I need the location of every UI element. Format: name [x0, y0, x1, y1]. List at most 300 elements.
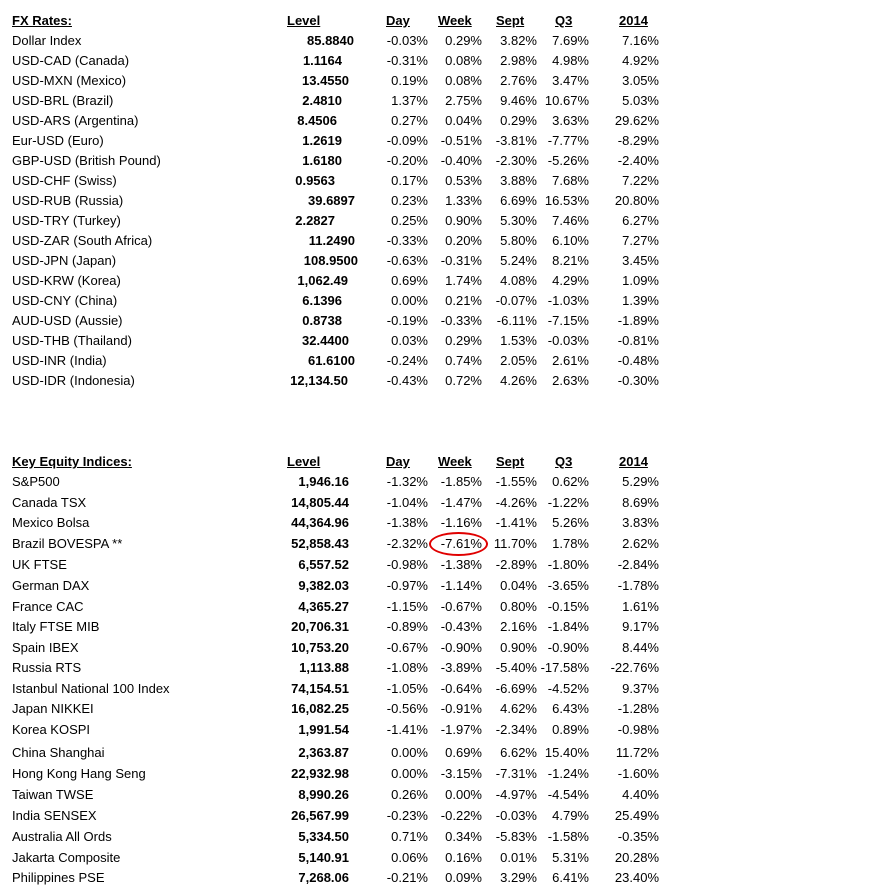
cell-week: -0.64%	[440, 681, 482, 696]
cell-y2014: -2.84%	[617, 557, 659, 572]
table-row	[0, 743, 879, 763]
cell-day: -0.98%	[386, 557, 428, 572]
cell-day: -1.08%	[386, 660, 428, 675]
cell-week: -3.89%	[440, 660, 482, 675]
cell-week: 0.09%	[445, 870, 482, 885]
cell-day: 0.26%	[391, 787, 428, 802]
header-day: Day	[386, 454, 410, 469]
table-row	[0, 699, 879, 719]
cell-q3: 0.62%	[552, 474, 589, 489]
cell-day: 0.17%	[391, 173, 428, 188]
cell-day: -2.32%	[386, 536, 428, 551]
cell-level: 44,364.96	[291, 515, 349, 530]
cell-name: AUD-USD (Aussie)	[12, 313, 123, 328]
cell-name: France CAC	[12, 599, 84, 614]
cell-q3: -17.58%	[540, 660, 589, 675]
cell-y2014: 2.62%	[622, 536, 659, 551]
cell-level: 85.8840	[307, 33, 354, 48]
table-row	[0, 720, 879, 740]
cell-level: 1,946.16	[298, 474, 349, 489]
table-header-row	[0, 11, 879, 31]
cell-day: -1.41%	[386, 722, 428, 737]
cell-week: -0.67%	[440, 599, 482, 614]
cell-name: Russia RTS	[12, 660, 82, 675]
cell-sept: -6.69%	[495, 681, 537, 696]
table-row	[0, 597, 879, 617]
cell-week: 0.74%	[445, 353, 482, 368]
cell-sept: -0.03%	[495, 808, 537, 823]
brazil-week-highlight-circle	[429, 532, 488, 556]
cell-name: Spain IBEX	[12, 640, 79, 655]
cell-level: 39.6897	[308, 193, 355, 208]
cell-day: -0.43%	[386, 373, 428, 388]
cell-q3: 6.10%	[552, 233, 589, 248]
cell-name: USD-RUB (Russia)	[12, 193, 124, 208]
cell-q3: 7.46%	[552, 213, 589, 228]
cell-level: 1,062.49	[297, 273, 348, 288]
cell-day: -1.04%	[386, 495, 428, 510]
cell-y2014: 4.40%	[622, 787, 659, 802]
cell-level: 5,140.91	[298, 850, 349, 865]
cell-y2014: 8.69%	[622, 495, 659, 510]
cell-day: -0.24%	[386, 353, 428, 368]
table-row	[0, 251, 879, 271]
cell-week: -0.22%	[440, 808, 482, 823]
cell-sept: 3.82%	[500, 33, 537, 48]
cell-y2014: 7.22%	[622, 173, 659, 188]
cell-level: 9,382.03	[298, 578, 349, 593]
cell-q3: 6.43%	[552, 701, 589, 716]
cell-sept: 4.62%	[500, 701, 537, 716]
cell-name: USD-CNY (China)	[12, 293, 118, 308]
cell-name: Japan NIKKEI	[12, 701, 94, 716]
cell-day: 0.71%	[391, 829, 428, 844]
cell-q3: 6.41%	[552, 870, 589, 885]
cell-sept: -2.34%	[495, 722, 537, 737]
cell-q3: -0.03%	[547, 333, 589, 348]
cell-day: -0.19%	[386, 313, 428, 328]
cell-y2014: 8.44%	[622, 640, 659, 655]
cell-name: Mexico Bolsa	[12, 515, 90, 530]
cell-y2014: -0.98%	[617, 722, 659, 737]
cell-name: USD-JPN (Japan)	[12, 253, 117, 268]
cell-week: -1.47%	[440, 495, 482, 510]
header-q3: Q3	[555, 13, 573, 28]
cell-q3: 7.69%	[552, 33, 589, 48]
cell-level: 6,557.52	[298, 557, 349, 572]
cell-sept: 2.76%	[500, 73, 537, 88]
cell-day: -1.05%	[386, 681, 428, 696]
cell-sept: 5.24%	[500, 253, 537, 268]
cell-level: 1,991.54	[298, 722, 349, 737]
cell-level: 32.4400	[302, 333, 349, 348]
cell-day: 0.00%	[391, 766, 428, 781]
cell-level: 12,134.50	[290, 373, 348, 388]
cell-sept: 1.53%	[500, 333, 537, 348]
table-row	[0, 171, 879, 191]
cell-y2014: 1.09%	[622, 273, 659, 288]
table-row	[0, 658, 879, 678]
table-row	[0, 827, 879, 847]
cell-name: China Shanghai	[12, 745, 105, 760]
cell-q3: -1.03%	[547, 293, 589, 308]
cell-day: 0.25%	[391, 213, 428, 228]
cell-sept: -5.40%	[495, 660, 537, 675]
cell-level: 13.4550	[302, 73, 349, 88]
cell-week: -0.43%	[440, 619, 482, 634]
cell-name: Jakarta Composite	[12, 850, 121, 865]
cell-y2014: 7.27%	[622, 233, 659, 248]
cell-sept: -4.97%	[495, 787, 537, 802]
cell-sept: 0.80%	[500, 599, 537, 614]
cell-name: Canada TSX	[12, 495, 87, 510]
cell-week: -7.61%	[440, 536, 482, 551]
cell-q3: 1.78%	[552, 536, 589, 551]
cell-name: Korea KOSPI	[12, 722, 91, 737]
table-row	[0, 764, 879, 784]
header-y2014: 2014	[619, 13, 648, 28]
cell-day: -0.56%	[386, 701, 428, 716]
cell-sept: 0.29%	[500, 113, 537, 128]
cell-sept: 3.29%	[500, 870, 537, 885]
cell-name: S&P500	[12, 474, 60, 489]
cell-name: Eur-USD (Euro)	[12, 133, 104, 148]
table-row	[0, 555, 879, 575]
cell-q3: 16.53%	[544, 193, 589, 208]
cell-week: 0.04%	[445, 113, 482, 128]
cell-level: 20,706.31	[291, 619, 349, 634]
cell-y2014: 7.16%	[622, 33, 659, 48]
cell-day: -0.31%	[386, 53, 428, 68]
cell-name: GBP-USD (British Pound)	[12, 153, 161, 168]
cell-sept: -2.89%	[495, 557, 537, 572]
cell-q3: -1.58%	[547, 829, 589, 844]
cell-q3: 7.68%	[552, 173, 589, 188]
table-row	[0, 271, 879, 291]
cell-day: 0.27%	[391, 113, 428, 128]
cell-week: -0.31%	[440, 253, 482, 268]
cell-name: USD-CHF (Swiss)	[12, 173, 117, 188]
cell-name: Italy FTSE MIB	[12, 619, 100, 634]
cell-sept: 4.08%	[500, 273, 537, 288]
cell-q3: 10.67%	[544, 93, 589, 108]
cell-level: 7,268.06	[298, 870, 349, 885]
table-row	[0, 131, 879, 151]
cell-q3: -1.84%	[547, 619, 589, 634]
table-row	[0, 785, 879, 805]
cell-q3: -3.65%	[547, 578, 589, 593]
cell-y2014: 4.92%	[622, 53, 659, 68]
cell-level: 1,113.88	[299, 660, 349, 675]
cell-q3: -4.54%	[547, 787, 589, 802]
table-row	[0, 291, 879, 311]
cell-level: 0.9563	[295, 173, 335, 188]
cell-week: -1.97%	[440, 722, 482, 737]
cell-week: -0.91%	[440, 701, 482, 716]
cell-y2014: 9.37%	[622, 681, 659, 696]
cell-week: -0.33%	[440, 313, 482, 328]
cell-day: -0.67%	[386, 640, 428, 655]
cell-name: USD-KRW (Korea)	[12, 273, 121, 288]
table-row	[0, 191, 879, 211]
cell-week: 1.74%	[445, 273, 482, 288]
cell-week: -3.15%	[440, 766, 482, 781]
cell-name: USD-CAD (Canada)	[12, 53, 130, 68]
cell-level: 2,363.87	[298, 745, 349, 760]
cell-y2014: 3.05%	[622, 73, 659, 88]
cell-y2014: 1.39%	[622, 293, 659, 308]
cell-sept: 0.04%	[500, 578, 537, 593]
cell-sept: 2.05%	[500, 353, 537, 368]
cell-level: 5,334.50	[298, 829, 349, 844]
cell-y2014: 29.62%	[614, 113, 659, 128]
cell-level: 26,567.99	[291, 808, 349, 823]
cell-day: -0.03%	[386, 33, 428, 48]
cell-name: Dollar Index	[12, 33, 82, 48]
cell-sept: 5.30%	[500, 213, 537, 228]
cell-level: 16,082.25	[291, 701, 349, 716]
cell-q3: -0.15%	[547, 599, 589, 614]
cell-week: 0.16%	[445, 850, 482, 865]
header-sept: Sept	[496, 13, 525, 28]
cell-week: 0.29%	[445, 33, 482, 48]
cell-q3: -5.26%	[547, 153, 589, 168]
table-row	[0, 868, 879, 888]
cell-name: India SENSEX	[12, 808, 97, 823]
cell-name: USD-MXN (Mexico)	[12, 73, 127, 88]
cell-day: -0.63%	[386, 253, 428, 268]
cell-y2014: 11.72%	[615, 745, 659, 760]
cell-name: Philippines PSE	[12, 870, 105, 885]
header-sept: Sept	[496, 454, 525, 469]
cell-day: 0.23%	[391, 193, 428, 208]
cell-day: -1.32%	[386, 474, 428, 489]
table-row	[0, 111, 879, 131]
header-day: Day	[386, 13, 410, 28]
cell-sept: 3.88%	[500, 173, 537, 188]
table-row	[0, 371, 879, 391]
cell-day: -1.38%	[386, 515, 428, 530]
cell-day: 0.00%	[391, 745, 428, 760]
cell-name: USD-THB (Thailand)	[12, 333, 132, 348]
cell-sept: -7.31%	[495, 766, 537, 781]
cell-y2014: 20.28%	[614, 850, 659, 865]
cell-y2014: 25.49%	[614, 808, 659, 823]
cell-sept: -0.07%	[495, 293, 537, 308]
cell-q3: 4.98%	[552, 53, 589, 68]
cell-sept: 5.80%	[500, 233, 537, 248]
cell-level: 14,805.44	[291, 495, 349, 510]
cell-week: -0.90%	[440, 640, 482, 655]
cell-level: 1.6180	[302, 153, 342, 168]
cell-day: 0.06%	[391, 850, 428, 865]
cell-sept: -3.81%	[495, 133, 537, 148]
cell-y2014: -0.30%	[617, 373, 659, 388]
cell-y2014: 6.27%	[622, 213, 659, 228]
table-row	[0, 848, 879, 868]
cell-name: USD-TRY (Turkey)	[12, 213, 121, 228]
cell-week: -1.85%	[440, 474, 482, 489]
cell-sept: 0.01%	[500, 850, 537, 865]
cell-name: Brazil BOVESPA **	[12, 536, 123, 551]
cell-week: 0.34%	[445, 829, 482, 844]
cell-week: 0.08%	[445, 73, 482, 88]
cell-level: 1.2619	[302, 133, 342, 148]
cell-y2014: 3.45%	[622, 253, 659, 268]
cell-q3: -0.90%	[547, 640, 589, 655]
cell-name: UK FTSE	[12, 557, 67, 572]
header-week: Week	[438, 13, 472, 28]
header-name: FX Rates:	[12, 13, 72, 28]
table-row	[0, 617, 879, 637]
cell-week: 0.90%	[445, 213, 482, 228]
cell-level: 8,990.26	[298, 787, 349, 802]
cell-name: USD-INR (India)	[12, 353, 107, 368]
cell-name: USD-BRL (Brazil)	[12, 93, 114, 108]
cell-y2014: 9.17%	[622, 619, 659, 634]
header-level: Level	[287, 454, 321, 469]
cell-name: Istanbul National 100 Index	[12, 681, 170, 696]
cell-name: Taiwan TWSE	[12, 787, 94, 802]
cell-y2014: -0.35%	[617, 829, 659, 844]
header-week: Week	[438, 454, 472, 469]
cell-q3: 4.79%	[552, 808, 589, 823]
cell-level: 2.4810	[302, 93, 342, 108]
cell-y2014: -8.29%	[617, 133, 659, 148]
cell-week: 0.29%	[445, 333, 482, 348]
cell-day: -0.09%	[386, 133, 428, 148]
cell-q3: -1.22%	[547, 495, 589, 510]
cell-y2014: -22.76%	[610, 660, 659, 675]
cell-y2014: -0.48%	[617, 353, 659, 368]
cell-week: 0.21%	[445, 293, 482, 308]
cell-week: 1.33%	[445, 193, 482, 208]
cell-level: 2.2827	[295, 213, 335, 228]
cell-level: 1.1164	[302, 53, 342, 68]
cell-sept: -4.26%	[495, 495, 537, 510]
cell-y2014: -1.78%	[617, 578, 659, 593]
table-header-row	[0, 452, 879, 472]
cell-week: 0.53%	[445, 173, 482, 188]
cell-level: 0.8738	[302, 313, 342, 328]
table-row	[0, 71, 879, 91]
cell-q3: 3.63%	[552, 113, 589, 128]
cell-q3: -1.24%	[547, 766, 589, 781]
table-row	[0, 513, 879, 533]
cell-sept: -1.41%	[495, 515, 537, 530]
table-row	[0, 31, 879, 51]
cell-y2014: -2.40%	[617, 153, 659, 168]
cell-name: USD-ARS (Argentina)	[12, 113, 139, 128]
cell-level: 6.1396	[302, 293, 342, 308]
header-level: Level	[287, 13, 321, 28]
cell-level: 61.6100	[308, 353, 355, 368]
cell-sept: 11.70%	[493, 536, 537, 551]
cell-level: 11.2490	[308, 233, 355, 248]
cell-y2014: 5.03%	[622, 93, 659, 108]
cell-week: -1.14%	[440, 578, 482, 593]
cell-level: 108.9500	[303, 253, 358, 268]
table-row	[0, 51, 879, 71]
cell-q3: -7.77%	[547, 133, 589, 148]
cell-sept: 2.98%	[500, 53, 537, 68]
table-row	[0, 331, 879, 351]
cell-week: -1.38%	[440, 557, 482, 572]
cell-name: USD-ZAR (South Africa)	[12, 233, 153, 248]
cell-day: -0.20%	[386, 153, 428, 168]
header-q3: Q3	[555, 454, 573, 469]
cell-week: 0.69%	[445, 745, 482, 760]
cell-y2014: 3.83%	[622, 515, 659, 530]
cell-sept: 9.46%	[500, 93, 537, 108]
cell-day: 0.19%	[391, 73, 428, 88]
cell-day: -1.15%	[386, 599, 428, 614]
cell-week: 2.75%	[445, 93, 482, 108]
cell-sept: 2.16%	[500, 619, 537, 634]
cell-sept: 6.62%	[500, 745, 537, 760]
cell-name: German DAX	[12, 578, 90, 593]
cell-q3: 0.89%	[552, 722, 589, 737]
cell-sept: -1.55%	[495, 474, 537, 489]
cell-y2014: 20.80%	[614, 193, 659, 208]
cell-level: 52,858.43	[291, 536, 349, 551]
table-row	[0, 576, 879, 596]
cell-y2014: -0.81%	[617, 333, 659, 348]
cell-day: -0.33%	[386, 233, 428, 248]
cell-q3: 8.21%	[552, 253, 589, 268]
cell-day: 0.00%	[391, 293, 428, 308]
cell-q3: -1.80%	[547, 557, 589, 572]
cell-y2014: -1.60%	[617, 766, 659, 781]
cell-q3: 2.63%	[552, 373, 589, 388]
header-name: Key Equity Indices:	[12, 454, 132, 469]
cell-sept: -6.11%	[496, 313, 537, 328]
cell-y2014: 1.61%	[622, 599, 659, 614]
cell-y2014: -1.28%	[617, 701, 659, 716]
table-row	[0, 638, 879, 658]
cell-day: 0.03%	[391, 333, 428, 348]
cell-level: 74,154.51	[291, 681, 349, 696]
cell-y2014: 23.40%	[614, 870, 659, 885]
cell-day: -0.23%	[386, 808, 428, 823]
cell-q3: 4.29%	[552, 273, 589, 288]
cell-week: 0.72%	[445, 373, 482, 388]
cell-level: 10,753.20	[291, 640, 349, 655]
cell-week: -0.40%	[440, 153, 482, 168]
cell-day: -0.21%	[386, 870, 428, 885]
table-row	[0, 91, 879, 111]
cell-name: Australia All Ords	[12, 829, 112, 844]
cell-day: -0.97%	[386, 578, 428, 593]
cell-q3: 5.26%	[552, 515, 589, 530]
cell-week: 0.08%	[445, 53, 482, 68]
table-row	[0, 806, 879, 826]
table-row	[0, 351, 879, 371]
table-row	[0, 311, 879, 331]
cell-q3: 3.47%	[552, 73, 589, 88]
cell-level: 22,932.98	[291, 766, 349, 781]
cell-q3: -4.52%	[547, 681, 589, 696]
cell-q3: 5.31%	[552, 850, 589, 865]
cell-week: -0.51%	[440, 133, 482, 148]
table-row	[0, 493, 879, 513]
table-row	[0, 211, 879, 231]
cell-sept: -5.83%	[495, 829, 537, 844]
cell-sept: 0.90%	[500, 640, 537, 655]
cell-q3: 15.40%	[544, 745, 589, 760]
cell-name: Hong Kong Hang Seng	[12, 766, 146, 781]
cell-sept: 6.69%	[500, 193, 537, 208]
